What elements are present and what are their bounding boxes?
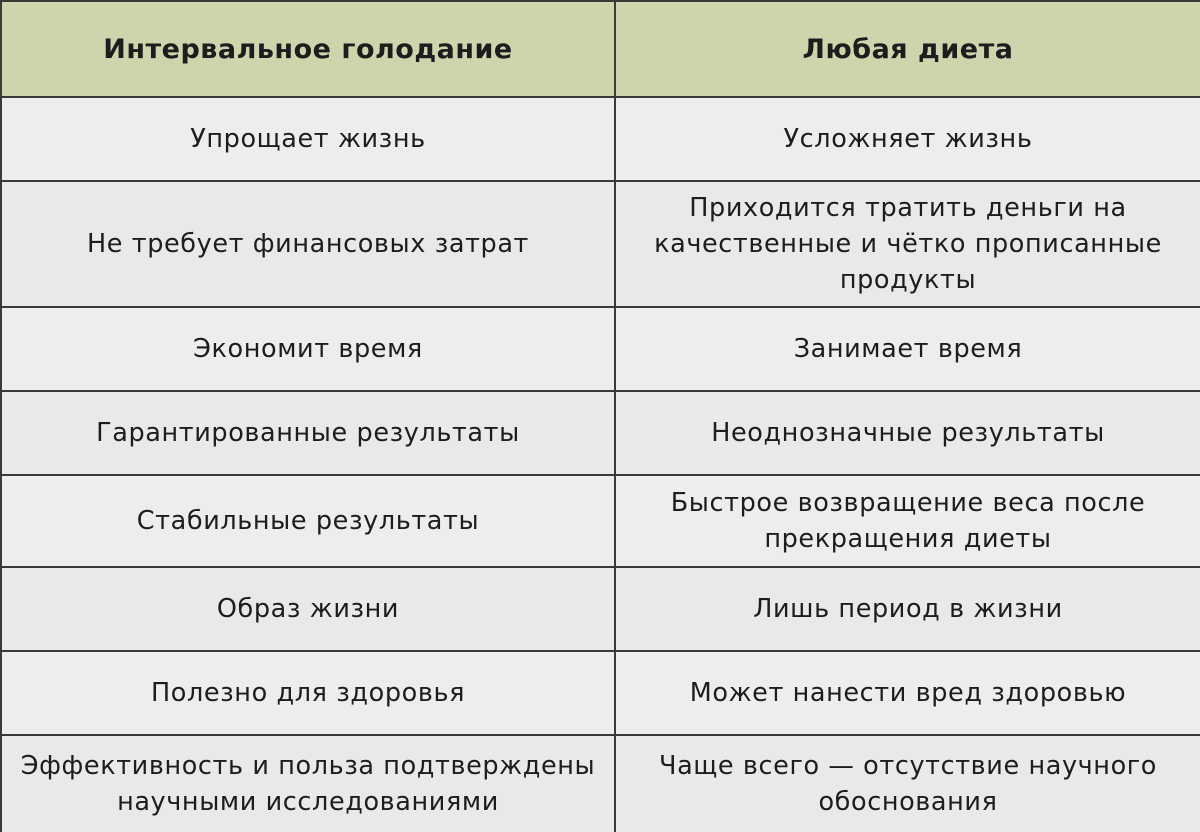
cell-fasting: Не требует финансовых затрат [1,181,615,307]
column-header-any-diet: Любая диета [615,1,1200,97]
cell-diet: Лишь период в жизни [615,567,1200,651]
cell-diet: Быстрое возвращение веса после прекращения диеты [615,475,1200,567]
cell-diet: Приходится тратить деньги на качественные и чётко прописанные продукты [615,181,1200,307]
cell-diet: Чаще всего — отсутствие научного обоснования [615,735,1200,832]
table-header-row [1,1,1200,97]
cell-fasting: Упрощает жизнь [1,97,615,181]
cell-fasting: Гарантированные результаты [1,391,615,475]
cell-diet: Занимает время [615,307,1200,391]
table-row [1,735,1200,832]
cell-diet: Неоднозначные результаты [615,391,1200,475]
table-row [1,181,1200,307]
table-row [1,391,1200,475]
column-header-intermittent-fasting: Интервальное голодание [1,1,615,97]
table-row [1,307,1200,391]
cell-fasting: Образ жизни [1,567,615,651]
cell-fasting: Полезно для здоровья [1,651,615,735]
table-row [1,567,1200,651]
table-row [1,97,1200,181]
table-row [1,475,1200,567]
table-row [1,651,1200,735]
cell-fasting: Эффективность и польза подтверждены научными исследованиями [1,735,615,832]
cell-fasting: Стабильные результаты [1,475,615,567]
cell-diet: Может нанести вред здоровью [615,651,1200,735]
cell-diet: Усложняет жизнь [615,97,1200,181]
cell-fasting: Экономит время [1,307,615,391]
